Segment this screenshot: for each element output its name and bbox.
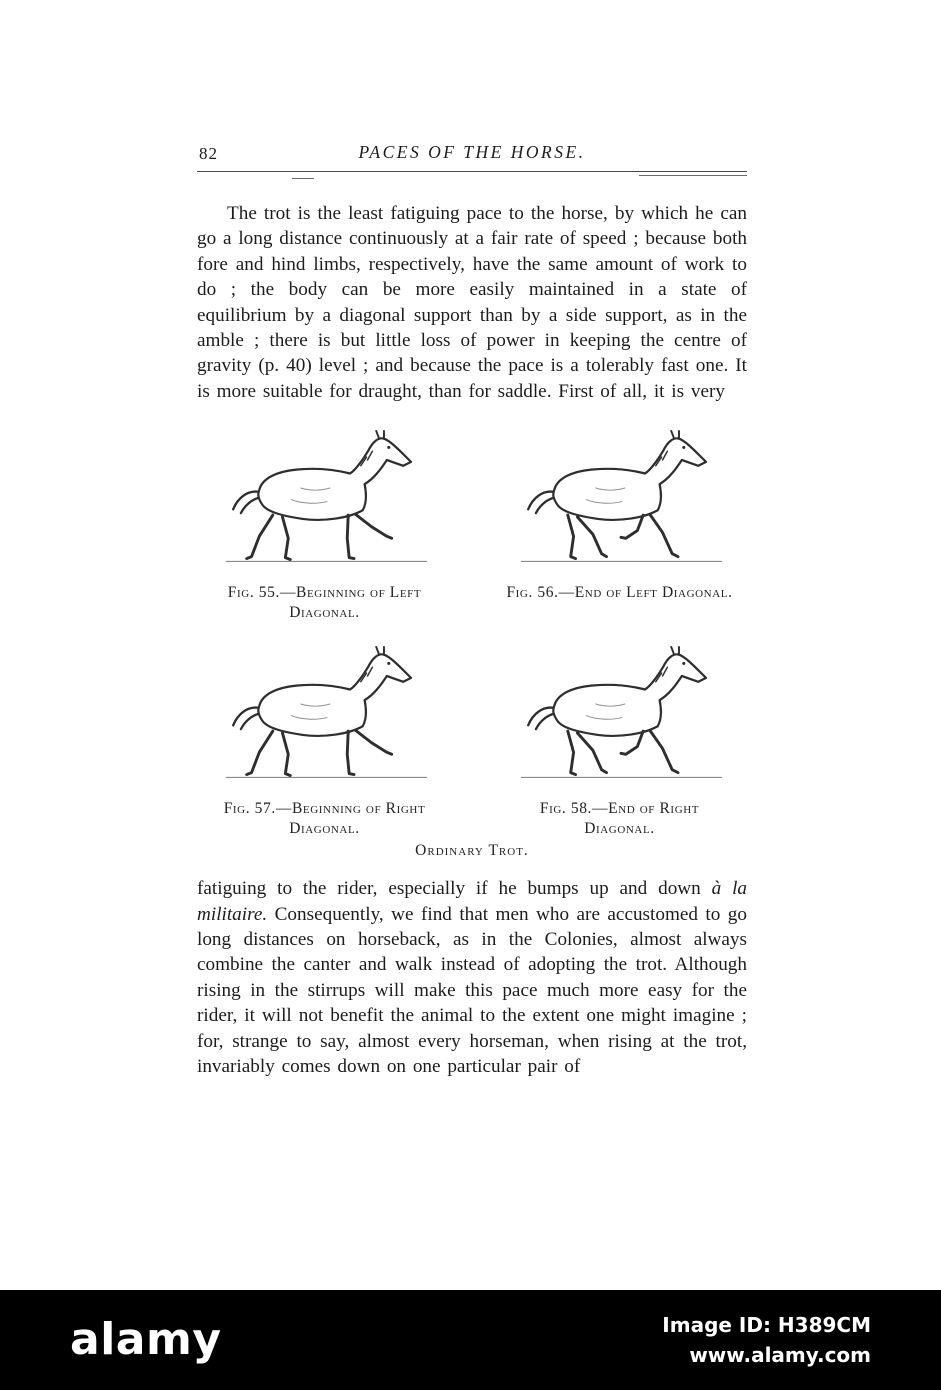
figure-55 (197, 430, 452, 622)
horse-illustration-fig55 (209, 430, 441, 575)
paragraph-1: The trot is the least fatiguing pace to the horse, by which he can go a long distance continuously at a fair rate of speed ; because both fore and hind limbs, respectively, have the same amount of work to do ; the body can be more easily maintained in a state of equilibrium by a diagonal support than by a side support, as in the amble ; there is but little loss of power in keeping the centre of gravity (p. 40) level ; and because the pace is a tolerably fast one. It is more suitable for draught, than for saddle. First of all, it is very (197, 203, 747, 402)
running-header: PACES OF THE HORSE. (358, 142, 586, 162)
paragraph-2 (197, 876, 747, 1079)
paragraph-2-italic-phrase: à la militaire. (197, 878, 747, 925)
header-rule (197, 171, 747, 185)
figure-56 (492, 430, 747, 622)
figures-grid (197, 430, 747, 838)
header-rule-line (197, 171, 747, 172)
scan-artifact-line (639, 175, 747, 176)
horse-illustration-fig57 (209, 646, 441, 791)
figure-caption: Fig. 56.—End of Left Diagonal. (506, 584, 733, 602)
horse-illustration-fig56 (504, 430, 736, 575)
paragraph-2-text: fatiguing to the rider, especially if he bumps up and down (197, 878, 712, 900)
paragraph-2-text-continued: Consequently, we find that men who are accustomed to go long distances on horseback, as in the Colonies, almost always combine the canter and walk instead of adopting the trot. Although rising in the stirrups will make this pace much more easy for the rider, it will not benefit the animal to the extent one might imagine ; for, strange to say, almost every horseman, when rising at the trot, invariably comes down on one particular pair of (197, 903, 747, 1078)
figures-group-caption: Ordinary Trot. (415, 842, 529, 860)
figure-caption: Fig. 55.—Beginning of Left Diagonal. (227, 584, 422, 621)
alamy-url: www.alamy.com (689, 1343, 871, 1367)
image-id-label: Image ID: H389CM (662, 1313, 871, 1337)
text-column (197, 142, 747, 1080)
scan-artifact-dash (292, 178, 314, 179)
alamy-meta (662, 1310, 871, 1370)
figure-caption: Fig. 57.—Beginning of Right Diagonal. (223, 800, 426, 837)
alamy-watermark-bar (0, 1290, 941, 1390)
figure-caption: Fig. 58.—End of Right Diagonal. (539, 800, 700, 837)
figure-58 (492, 646, 747, 838)
page-number: 82 (199, 144, 218, 163)
horse-illustration-fig58 (504, 646, 736, 791)
alamy-logo: alamy (70, 1314, 222, 1365)
page-header (197, 142, 747, 166)
figure-57 (197, 646, 452, 838)
